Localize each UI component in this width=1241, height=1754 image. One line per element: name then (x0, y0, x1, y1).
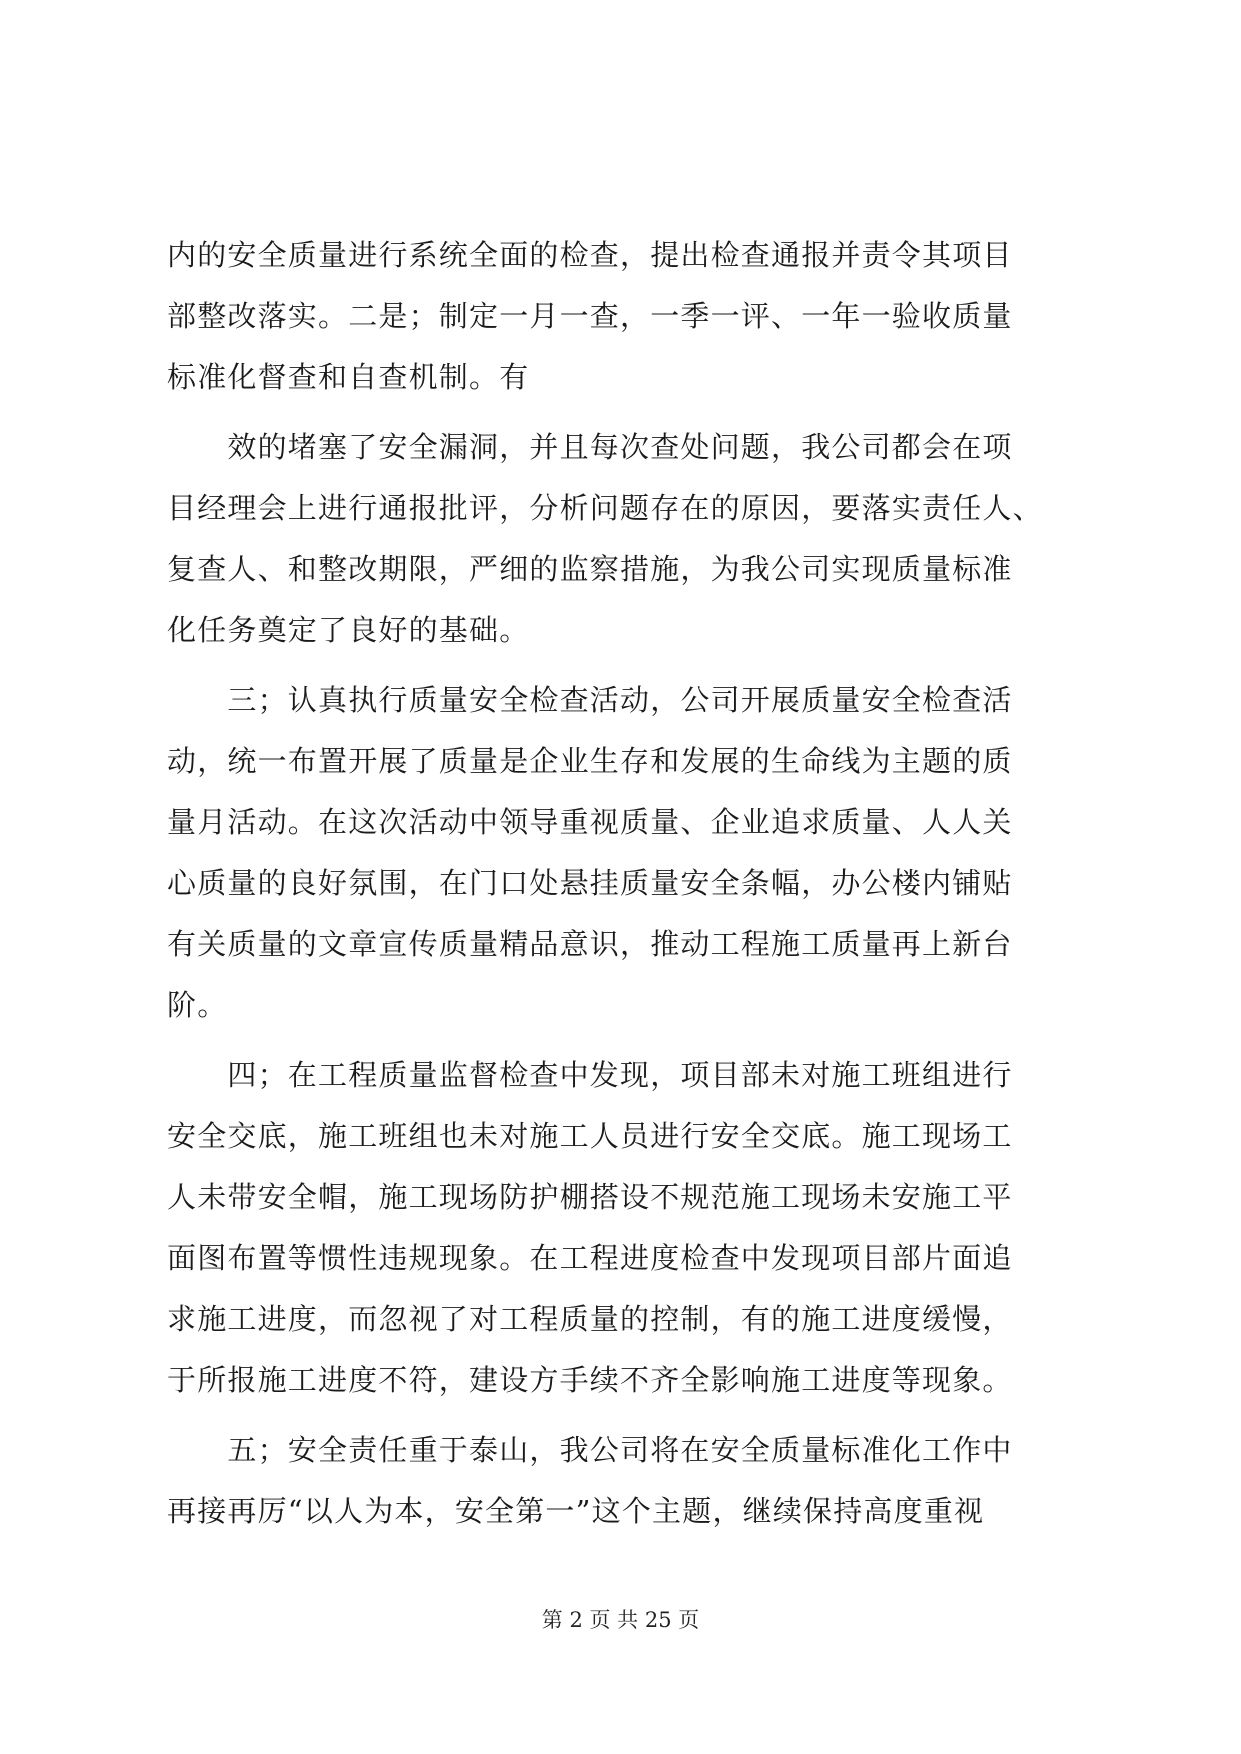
text-line: 内的安全质量进行系统全面的检查，提出检查通报并责令其项目 (167, 238, 1013, 272)
paragraph-gap (167, 408, 1077, 417)
text-line: 求施工进度，而忽视了对工程质量的控制，有的施工进度缓慢， (167, 1302, 1013, 1336)
text-line: 效的堵塞了安全漏洞，并且每次查处问题，我公司都会在项 (167, 430, 1013, 464)
text-line: 三；认真执行质量安全检查活动，公司开展质量安全检查活 (167, 683, 1013, 717)
text-line: 部整改落实。二是；制定一月一查，一季一评、一年一验收质量 (167, 299, 1013, 333)
text-line: 再接再厉“以人为本，安全第一”这个主题，继续保持高度重视 (167, 1494, 985, 1528)
text-line: 人未带安全帽，施工现场防护棚搭设不规范施工现场未安施工平 (167, 1180, 1013, 1214)
text-line: 五；安全责任重于泰山，我公司将在安全质量标准化工作中 (167, 1433, 1013, 1467)
text-line: 复查人、和整改期限，严细的监察措施，为我公司实现质量标准 (167, 552, 1013, 586)
paragraph-gap (167, 1411, 1077, 1420)
text-line: 有关质量的文章宣传质量精品意识，推动工程施工质量再上新台 (167, 927, 1013, 961)
paragraph-gap (167, 661, 1077, 670)
text-line: 面图布置等惯性违规现象。在工程进度检查中发现项目部片面追 (167, 1241, 1013, 1275)
text-line: 标准化督查和自查机制。有 (167, 360, 530, 394)
text-line: 四；在工程质量监督检查中发现，项目部未对施工班组进行 (167, 1058, 1013, 1092)
text-line: 量月活动。在这次活动中领导重视质量、企业追求质量、人人关 (167, 805, 1013, 839)
text-line: 动，统一布置开展了质量是企业生存和发展的生命线为主题的质 (167, 744, 1013, 778)
document-body (167, 225, 1077, 1542)
text-line: 化任务奠定了良好的基础。 (167, 613, 530, 647)
text-line: 于所报施工进度不符，建设方手续不齐全影响施工进度等现象。 (167, 1363, 1013, 1397)
text-line: 安全交底，施工班组也未对施工人员进行安全交底。施工现场工 (167, 1119, 1013, 1153)
text-line: 心质量的良好氛围，在门口处悬挂质量安全条幅，办公楼内铺贴 (167, 866, 1013, 900)
text-line: 阶。 (167, 988, 228, 1022)
text-line: 目经理会上进行通报批评，分析问题存在的原因，要落实责任人、 (167, 491, 1043, 525)
page-number-footer: 第 2 页 共 25 页 (541, 1608, 700, 1632)
paragraph-gap (167, 1036, 1077, 1045)
